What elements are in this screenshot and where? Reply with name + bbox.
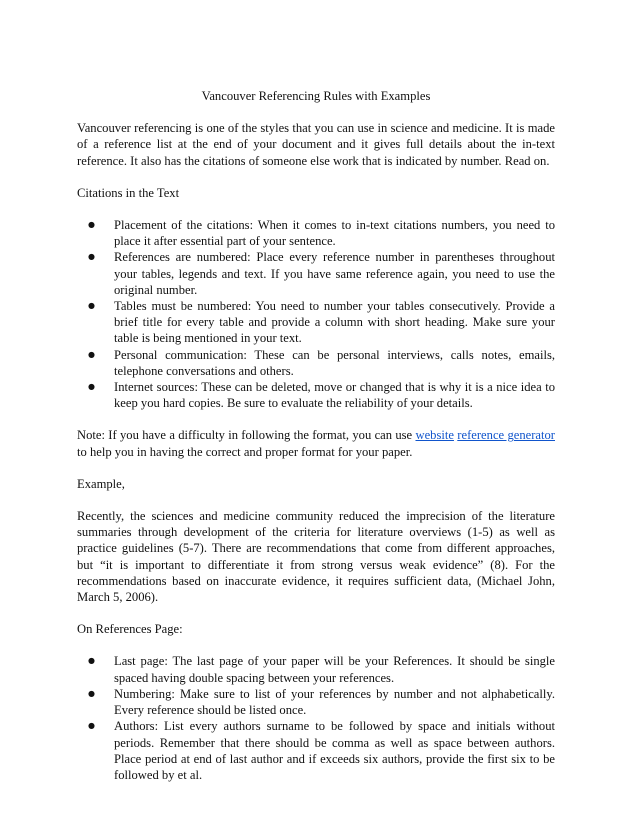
intro-paragraph: Vancouver referencing is one of the styles that you can use in science and medicine. It is made of a reference list at the end of your document and it gives full details about the in-text reference. It also has the citations of someone else work that is indicated by number. Read on. (77, 121, 555, 168)
references-heading: On References Page: (77, 622, 183, 637)
citations-list (77, 217, 555, 411)
citations-heading: Citations in the Text (77, 185, 180, 200)
reference-generator-link[interactable]: reference generator (457, 428, 555, 443)
example-paragraph: Recently, the sciences and medicine community reduced the imprecision of the literature summaries through development of the criteria for literature overviews (1-5) as well as practice guidelines (5-7). There are recommendations that come from different approaches, but “it is important to differentiate it from strong versus weak evidence” (8). For the recommendations based on inaccurate evidence, it requires sufficient data, (Michael John, March 5, 2006). (77, 509, 555, 605)
page-title: Vancouver Referencing Rules with Examples (201, 89, 431, 103)
list-item: ● Internet sources: These can be deleted, move or changed that is why it is a nice idea to keep you hard copies. Be sure to evaluate the reliability of your details. (114, 379, 555, 411)
list-item: ● Personal communication: These can be personal interviews, calls notes, emails, telephone conversations and others. (114, 347, 555, 379)
references-list (77, 653, 555, 783)
example-heading: Example, (77, 476, 125, 491)
note-text-after: to help you in having the correct and proper format for your paper. (77, 444, 413, 459)
website-link[interactable]: website (415, 428, 454, 443)
list-item: ● References are numbered: Place every reference number in parentheses throughout your tables, legends and text. If you have same reference again, you need to use the original number. (114, 249, 555, 298)
list-item: ● Authors: List every authors surname to be followed by space and initials without periods. Remember that there should be comma as well as space between authors. Place period at end of last author and if exceeds six authors, provide the first six to be followed by et al. (114, 718, 555, 783)
list-item: ● Last page: The last page of your paper will be your References. It should be single spaced having double spacing between your references. (114, 653, 555, 685)
list-item: ● Tables must be numbered: You need to number your tables consecutively. Provide a brief title for every table and provide a column with short heading. Make sure your table is being mentioned in your text. (114, 298, 555, 347)
document-page (77, 88, 555, 799)
note-paragraph (77, 427, 555, 459)
list-item: ● Placement of the citations: When it comes to in-text citations numbers, you need to place it after essential part of your sentence. (114, 217, 555, 249)
list-item: ● Numbering: Make sure to list of your references by number and not alphabetically. Every reference should be listed once. (114, 686, 555, 718)
note-text-before: Note: If you have a difficulty in following the format, you can use (77, 428, 416, 443)
